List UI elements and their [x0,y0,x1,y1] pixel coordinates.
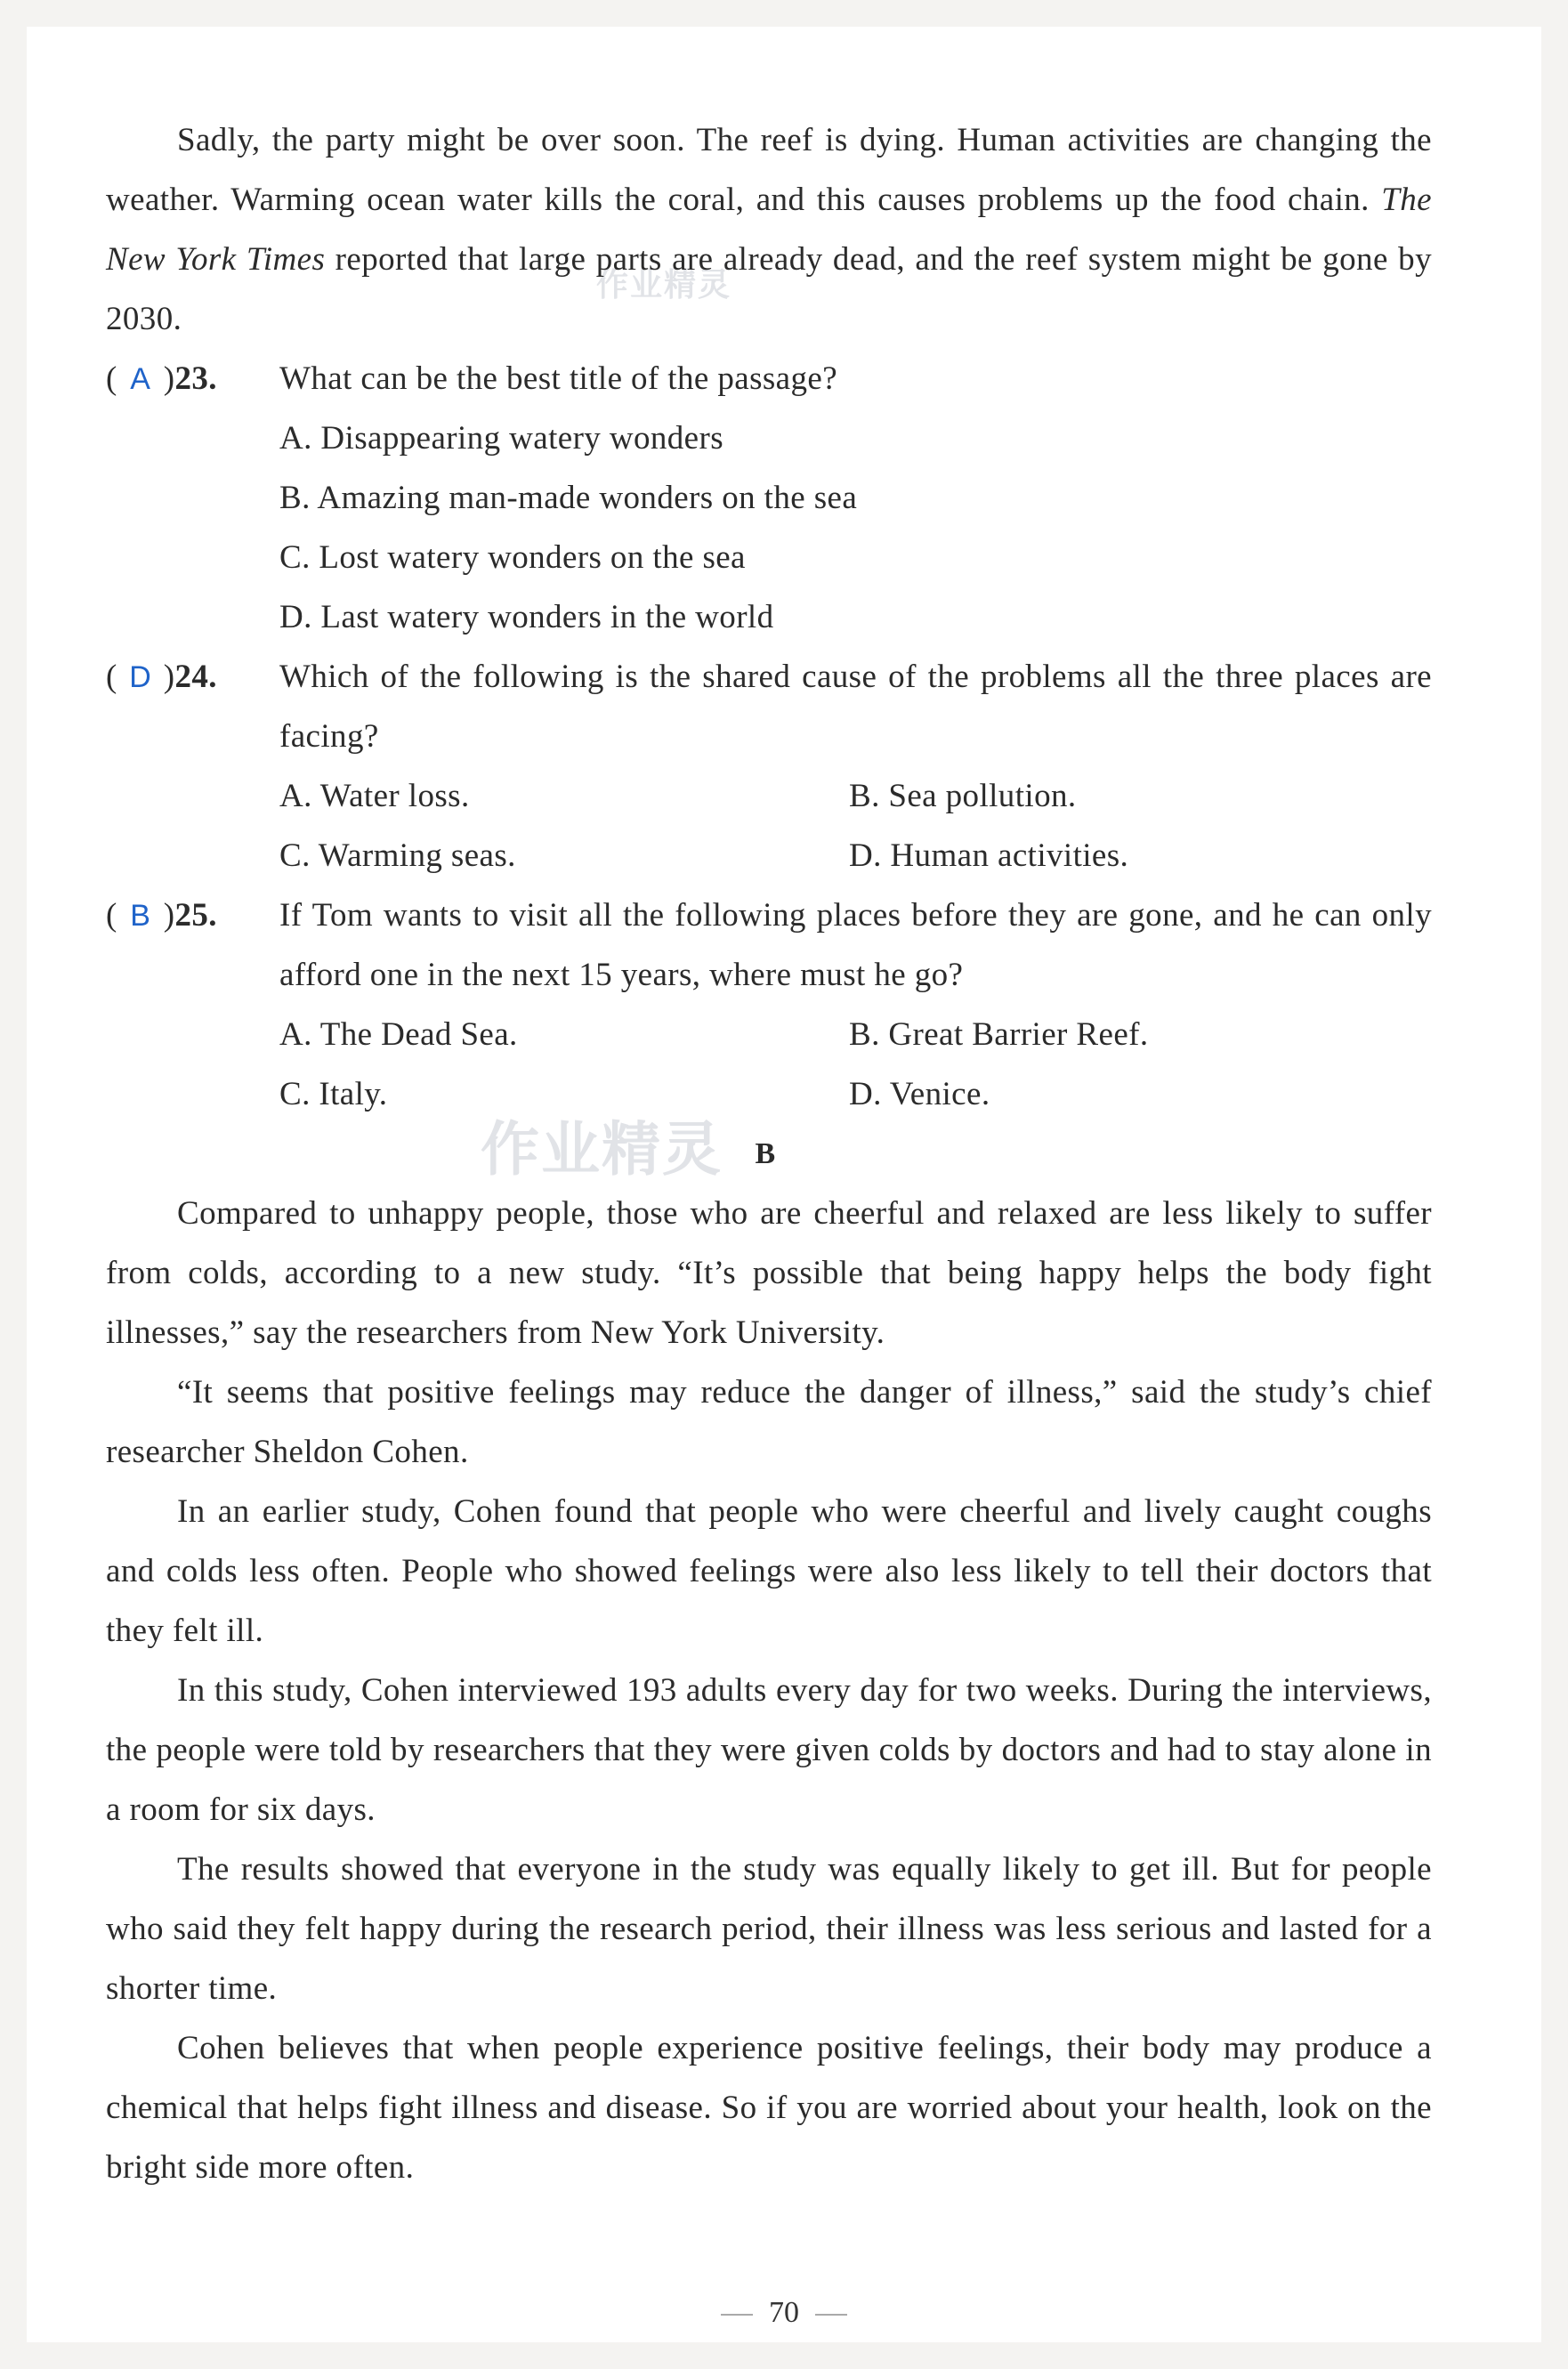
document-content [106,110,1432,2197]
option-b: B. Great Barrier Reef. [849,1016,1149,1053]
question-number: 24. [174,659,217,695]
paragraph-text: Sadly, the party might be over soon. The reef is dying. Human activities are changing the weather. Warming ocean water kills the coral, and this causes problems up the food chain. [106,122,1432,218]
question-marker: ( D )24. [106,647,279,707]
newspaper-name: The New York Times [106,182,1432,278]
option-d: D. Last watery wonders in the world [279,599,774,635]
option-b: B. Amazing man-made wonders on the sea [279,480,858,516]
section-title: B [755,1137,776,1170]
passage-b-paragraph-6: Cohen believes that when people experience positive feelings, their body may produce a chemical that helps fight illness and disease. So if you are worried about your health, look on the bright side more often. [106,2030,1432,2186]
watermark: 作业精灵 [481,1115,723,1184]
passage-a-final-paragraph [106,110,1432,349]
passage-b-paragraph-3: In an earlier study, Cohen found that people who were cheerful and lively caught coughs and colds less often. People who showed feelings were also less likely to tell their doctors that they felt ill. [106,1493,1432,1649]
option-d: D. Human activities. [849,837,1129,874]
options-grid [106,766,1432,885]
question-number: 23. [174,360,217,397]
option-d: D. Venice. [849,1076,990,1112]
answer-mark: A [130,362,151,396]
option-a: A. The Dead Sea. [279,1016,518,1053]
page-number-dash-left [721,2314,753,2316]
watermark-small: 作业精灵 [596,267,732,303]
question-text: What can be the best title of the passage? [279,360,838,397]
option-c: C. Warming seas. [279,837,516,874]
option-a: A. Water loss. [279,778,470,814]
page-number-dash-right [815,2314,847,2316]
option-c: C. Italy. [279,1076,388,1112]
passage-b-paragraph-1: Compared to unhappy people, those who are cheerful and relaxed are less likely to suffer from colds, according to a new study. “It’s possible that being happy helps the body fight illnesses,” say the researchers from New York University. [106,1195,1432,1351]
passage-b-paragraph-4: In this study, Cohen interviewed 193 adults every day for two weeks. During the interviews, the people were told by researchers that they were given colds by doctors and had to stay alone in a room for six days. [106,1672,1432,1828]
option-a: A. Disappearing watery wonders [279,420,724,457]
options-grid [106,1005,1432,1124]
answer-mark: B [130,899,151,933]
option-b: B. Sea pollution. [849,778,1077,814]
question-number: 25. [174,897,217,934]
page-number [0,2296,1568,2330]
option-c: C. Lost watery wonders on the sea [279,539,746,576]
passage-b-paragraph-2: “It seems that positive feelings may reduce the danger of illness,” said the study’s chief researcher Sheldon Cohen. [106,1374,1432,1470]
question-24 [106,647,1432,766]
paragraph-text: reported that large parts are already dead, and the reef system might be gone by 2030. [106,241,1432,337]
passage-b-paragraph-5: The results showed that everyone in the study was equally likely to get ill. But for people who said they felt happy during the research period, their illness was less serious and lasted for a shorter time. [106,1851,1432,2007]
page-number-value: 70 [769,2296,799,2329]
question-text: Which of the following is the shared cause of the problems all the three places are facing? [279,659,1432,755]
question-marker: ( A )23. [106,349,279,409]
question-23 [106,349,1432,408]
answer-mark: D [129,660,152,694]
question-text: If Tom wants to visit all the following places before they are gone, and he can only afford one in the next 15 years, where must he go? [279,897,1432,993]
question-marker: ( B )25. [106,885,279,946]
question-25 [106,885,1432,1005]
